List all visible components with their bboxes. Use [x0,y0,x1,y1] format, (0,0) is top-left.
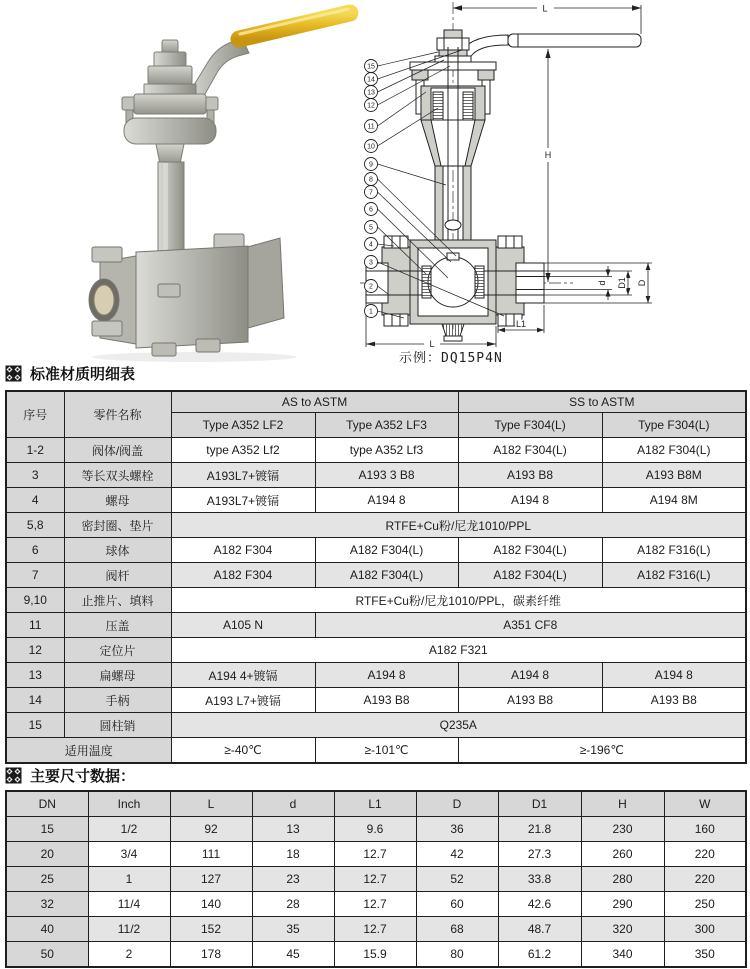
row-label-temperature: 适用温度 [6,738,171,764]
dimension-cell: 127 [170,867,252,892]
dimension-row [6,867,746,892]
dimension-header: DN [6,791,88,817]
material-cell: A194 8M [602,488,746,513]
valve-section-drawing [358,0,750,352]
svg-text:7: 7 [369,189,373,197]
row-part-name: 扁螺母 [64,663,171,688]
example-caption: 示例：DQ15P4N [399,351,503,366]
dimension-cell: 27.3 [498,842,581,867]
svg-text:11: 11 [367,123,375,131]
dimension-cell: 33.8 [498,867,581,892]
dimension-cell: 45 [252,942,334,968]
dimension-cell: 12.7 [334,842,416,867]
dimension-cell: 260 [581,842,664,867]
dimension-header: L1 [334,791,416,817]
dim-outer-d: D [637,279,647,287]
dimension-cell: 290 [581,892,664,917]
dimension-cell: 11/4 [88,892,170,917]
material-cell: ≥-196℃ [458,738,746,764]
material-cell: A182 F304(L) [458,538,602,563]
dimension-header: W [664,791,746,817]
material-cell: A193L7+镀镉 [171,463,315,488]
dimension-cell: 9.6 [334,817,416,842]
material-row [6,688,746,713]
material-cell: RTFE+Cu粉/尼龙1010/PPL [171,513,746,538]
material-cell: A182 F304(L) [315,538,458,563]
dimension-cell: 42 [416,842,498,867]
dim-bore-d: d [597,280,607,286]
dimension-cell: 178 [170,942,252,968]
dimension-cell: 40 [6,917,88,942]
materials-table [5,390,747,764]
header-type-2: Type A352 LF3 [315,413,458,438]
dimensions-header-row [6,791,746,817]
dimension-cell: 230 [581,817,664,842]
material-row [6,638,746,663]
material-cell: RTFE+Cu粉/尼龙1010/PPL，碳素纤维 [171,588,746,613]
dimension-cell: 3/4 [88,842,170,867]
dimension-cell: 1/2 [88,817,170,842]
dimension-cell: 68 [416,917,498,942]
material-cell: type A352 Lf3 [315,438,458,463]
row-part-name: 等长双头螺栓 [64,463,171,488]
dimension-cell: 152 [170,917,252,942]
svg-text:8: 8 [369,176,373,184]
dimension-cell: 2 [88,942,170,968]
header-type-4: Type F304(L) [602,413,746,438]
svg-text:6: 6 [369,206,373,214]
material-row [6,463,746,488]
row-part-name: 手柄 [64,688,171,713]
row-seq: 12 [6,638,64,663]
header-group-ss: SS to ASTM [458,391,746,413]
dimension-cell: 50 [6,942,88,968]
dimension-cell: 20 [6,842,88,867]
dimension-header: d [252,791,334,817]
material-cell: A193L7+镀镉 [171,488,315,513]
row-part-name: 阀体/阀盖 [64,438,171,463]
svg-text:12: 12 [367,102,375,110]
dim-l1: L1 [515,319,527,329]
svg-text:2: 2 [369,283,373,291]
dimension-header: D [416,791,498,817]
material-row [6,513,746,538]
dimension-cell: 1 [88,867,170,892]
dimension-header: Inch [88,791,170,817]
dimension-cell: 220 [664,842,746,867]
material-cell: A193 B8 [315,688,458,713]
row-seq: 3 [6,463,64,488]
material-cell: A193 B8 [602,688,746,713]
material-cell: A194 4+镀镉 [171,663,315,688]
row-part-name: 圆柱销 [64,713,171,738]
material-cell: A351 CF8 [315,613,746,638]
material-cell: type A352 Lf2 [171,438,315,463]
dim-body-length: L [429,339,435,349]
dimensions-body [6,817,746,968]
dimension-cell: 12.7 [334,867,416,892]
svg-text:9: 9 [369,161,373,169]
dimension-row [6,942,746,968]
header-group-as: AS to ASTM [171,391,458,413]
section-title-materials [5,363,135,384]
material-row [6,488,746,513]
svg-text:10: 10 [367,143,375,151]
dim-height: H [544,150,552,160]
photo-valve-body [89,234,284,356]
material-cell: A194 8 [458,488,602,513]
photo-shadow [92,352,296,362]
row-seq: 13 [6,663,64,688]
dimension-cell: 15 [6,817,88,842]
dimension-cell: 340 [581,942,664,968]
material-row [6,663,746,688]
dimension-cell: 92 [170,817,252,842]
svg-text:3: 3 [369,259,373,267]
drawing-ball [428,257,478,307]
material-cell: Q235A [171,713,746,738]
valve-photo [18,0,360,362]
material-row [6,563,746,588]
svg-text:13: 13 [367,89,375,97]
dimension-cell: 60 [416,892,498,917]
material-cell: A182 F304 [171,538,315,563]
material-row [6,738,746,764]
dimension-row [6,817,746,842]
row-seq: 15 [6,713,64,738]
material-cell: A105 N [171,613,315,638]
dimension-cell: 320 [581,917,664,942]
dimension-cell: 23 [252,867,334,892]
dimension-cell: 300 [664,917,746,942]
header-type-3: Type F304(L) [458,413,602,438]
dimension-cell: 13 [252,817,334,842]
material-cell: A182 F316(L) [602,563,746,588]
dimension-header: L [170,791,252,817]
dim-top-length: L [542,3,548,14]
dimension-cell: 250 [664,892,746,917]
material-cell: A193 B8M [602,463,746,488]
material-row [6,538,746,563]
photo-valve-handle [183,9,350,110]
material-cell: A194 8 [602,663,746,688]
dimension-row [6,892,746,917]
material-cell: A182 F304(L) [315,563,458,588]
drawing-seat-left [422,266,431,298]
material-row [6,613,746,638]
dimension-cell: 18 [252,842,334,867]
material-cell: A194 8 [315,663,458,688]
row-part-name: 密封圈、垫片 [64,513,171,538]
material-cell: A182 F321 [171,638,746,663]
row-seq: 7 [6,563,64,588]
drawing-seat-right [475,266,484,298]
material-cell: ≥-101℃ [315,738,458,764]
dimension-row [6,842,746,867]
row-part-name: 定位片 [64,638,171,663]
header-seq: 序号 [6,391,64,438]
dimension-header: H [581,791,664,817]
svg-text:15: 15 [367,63,375,71]
material-row [6,588,746,613]
drawing-bonnet [410,30,496,256]
material-cell: ≥-40℃ [171,738,315,764]
material-cell: A193 B8 [458,463,602,488]
row-part-name: 球体 [64,538,171,563]
material-cell: A182 F304(L) [458,563,602,588]
header-part: 零件名称 [64,391,171,438]
row-seq: 4 [6,488,64,513]
material-cell: A182 F304(L) [602,438,746,463]
dimension-cell: 280 [581,867,664,892]
dimension-cell: 35 [252,917,334,942]
drawing-handle [456,34,641,66]
dimension-cell: 15.9 [334,942,416,968]
material-cell: A193 3 B8 [315,463,458,488]
dimension-cell: 140 [170,892,252,917]
dimensions-table [5,790,747,968]
dimension-cell: 32 [6,892,88,917]
row-seq: 1-2 [6,438,64,463]
drawing-right-port [516,263,544,303]
dimension-row [6,917,746,942]
dimension-cell: 220 [664,867,746,892]
dimension-cell: 12.7 [334,892,416,917]
dimension-cell: 25 [6,867,88,892]
drawing-drain-plug [442,324,464,336]
dimension-cell: 111 [170,842,252,867]
row-part-name: 阀杆 [64,563,171,588]
svg-text:14: 14 [367,76,375,84]
material-cell: A182 F304 [171,563,315,588]
header-type-1: Type A352 LF2 [171,413,315,438]
svg-text:5: 5 [369,224,373,232]
material-row [6,438,746,463]
dimension-cell: 11/2 [88,917,170,942]
dimension-cell: 350 [664,942,746,968]
material-cell: A193 L7+镀镉 [171,688,315,713]
materials-body [6,438,746,764]
row-seq: 9,10 [6,588,64,613]
dimension-header: D1 [498,791,581,817]
material-cell: A194 8 [315,488,458,513]
svg-text:4: 4 [369,241,373,249]
materials-title-text: 标准材质明细表 [30,366,136,383]
materials-header-groups [6,391,746,413]
dim-d1: D1 [617,277,627,289]
dimension-cell: 21.8 [498,817,581,842]
dimension-cell: 61.2 [498,942,581,968]
svg-text:1: 1 [369,308,373,316]
dimensions-title-text: 主要尺寸数据： [30,768,136,785]
dimension-cell: 80 [416,942,498,968]
material-cell: A193 B8 [458,688,602,713]
material-cell: A182 F316(L) [602,538,746,563]
row-part-name: 螺母 [64,488,171,513]
row-seq: 11 [6,613,64,638]
dimension-cell: 52 [416,867,498,892]
dimension-cell: 160 [664,817,746,842]
dimension-cell: 12.7 [334,917,416,942]
row-part-name: 压盖 [64,613,171,638]
dimension-cell: 36 [416,817,498,842]
row-seq: 5,8 [6,513,64,538]
row-seq: 14 [6,688,64,713]
material-cell: A182 F304(L) [458,438,602,463]
section-marker-icon [5,767,22,784]
material-cell: A194 8 [458,663,602,688]
dimension-cell: 48.7 [498,917,581,942]
material-row [6,713,746,738]
row-part-name: 止推片、填料 [64,588,171,613]
section-marker-icon [5,365,22,382]
section-title-dimensions [5,765,135,786]
row-seq: 6 [6,538,64,563]
dimension-cell: 42.6 [498,892,581,917]
dimension-cell: 28 [252,892,334,917]
